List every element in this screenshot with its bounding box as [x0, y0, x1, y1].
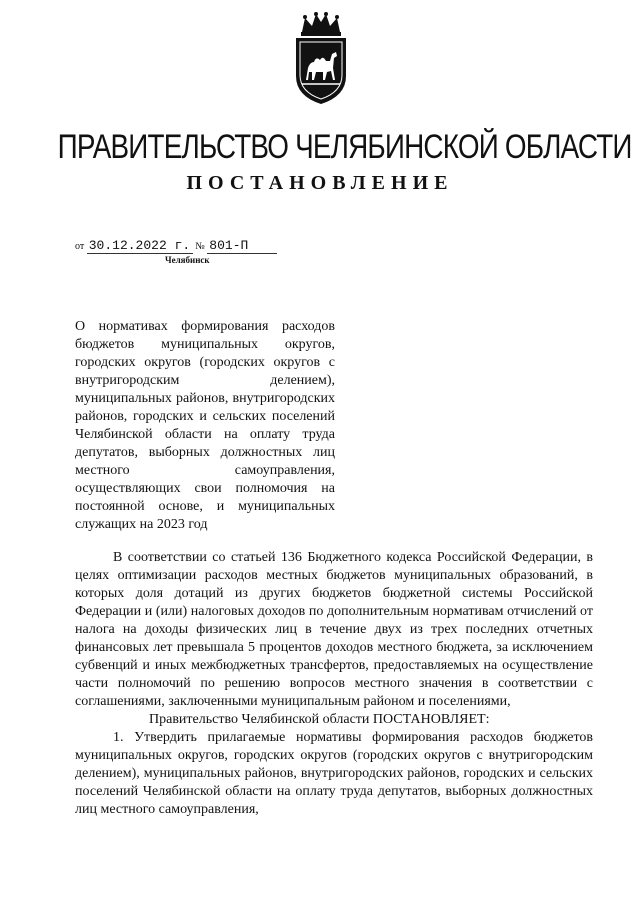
organization-title: ПРАВИТЕЛЬСТВО ЧЕЛЯБИНСКОЙ ОБЛАСТИ: [57, 128, 632, 166]
number-prefix: №: [195, 241, 205, 252]
document-number: 801-П: [207, 239, 277, 254]
document-subject: О нормативах формирования расходов бюджетов муниципальных округов, городских округов (городских округов с внутригородским делением), муниципальных районов, внутригородских районов, городских и сельских поселений Челябинской области на оплату труда депутатов, выборных должностных лиц местного самоуправления, осуществляющих свои полномочия на постоянной основе, и муниципальных служащих на 2023 год: [75, 319, 335, 532]
date-prefix: от: [75, 241, 85, 252]
document-city: Челябинск: [165, 255, 210, 265]
document-date: 30.12.2022 г.: [87, 239, 193, 254]
preamble-paragraph: В соответствии со статьей 136 Бюджетного кодекса Российской Федерации, в целях оптимизации расходов местных бюджетов муниципальных образований, в которых доля дотаций из других бюджетов бюджетной системы Российской Федерации и (или) налоговых доходов по дополнительным нормативам отчислений от налога на доходы физических лиц в течение двух из трех последних отчетных финансовых лет превышала 5 процентов доходов местного бюджета, за исключением субвенций и иных межбюджетных трансфертов, предоставляемых на осуществление части полномочий по решению вопросов местного значения в соответствии с соглашениями, заключенными муниципальным районом и поселениями,: [75, 550, 593, 709]
chelyabinsk-coat-of-arms-icon: [290, 10, 352, 106]
decree-line: Правительство Челябинской области ПОСТАНОВЛЯЕТ:: [149, 712, 490, 727]
document-body: [75, 549, 593, 819]
item-1-paragraph: 1. Утвердить прилагаемые нормативы формирования расходов бюджетов муниципальных округов, городских округов (городских округов с внутригородским делением), муниципальных районов, внутригородских районов, городских и сельских поселений Челябинской области на оплату труда депутатов, выборных должностных лиц местного самоуправления,: [75, 730, 593, 817]
document-type-title: ПОСТАНОВЛЕНИЕ: [186, 172, 454, 194]
